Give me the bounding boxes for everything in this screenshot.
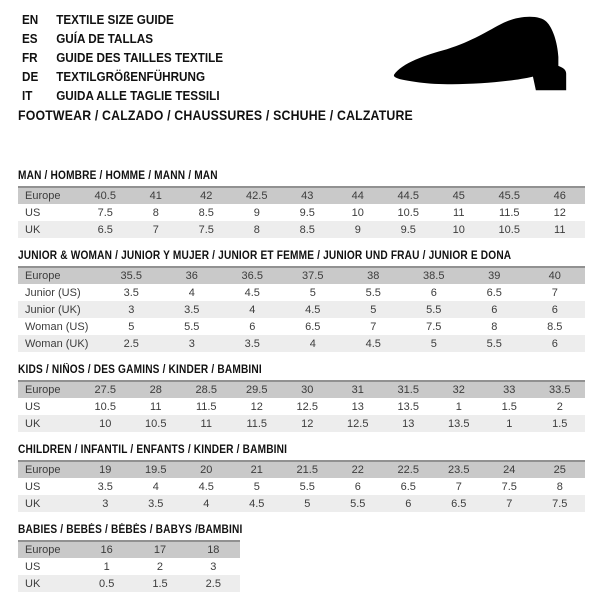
table-cell: 7.5 <box>552 497 568 510</box>
table-cell: 5.5 <box>350 497 366 510</box>
section-children <box>18 442 585 512</box>
size-table-man <box>18 186 585 238</box>
section-title: BABIES / BEBÉS / BÉBÉS / BABYS /BAMBINI <box>18 524 243 536</box>
language-row-de <box>22 67 245 86</box>
table-row <box>18 398 585 415</box>
section-title: KIDS / NIÑOS / DES GAMINS / KINDER / BAMBINI <box>18 364 262 376</box>
size-table-kids <box>18 380 585 432</box>
table-cell: 44.5 <box>397 190 419 202</box>
table-cell: 6.5 <box>451 497 467 510</box>
table-row <box>18 575 240 592</box>
table-cell: 7 <box>551 286 558 299</box>
table-cell: 7 <box>506 497 513 510</box>
table-cell: 38 <box>367 270 380 282</box>
row-label: Europe <box>25 384 61 396</box>
table-cell: 1 <box>455 400 462 413</box>
table-cell: 3.5 <box>97 480 113 493</box>
table-cell: 35.5 <box>120 270 142 282</box>
table-cell: 5.5 <box>365 286 381 299</box>
table-cell: 33.5 <box>549 384 571 396</box>
table-cell: 4.5 <box>305 303 321 316</box>
language-code: ES <box>22 31 38 46</box>
row-label: Junior (UK) <box>25 303 81 316</box>
table-cell: 17 <box>153 544 167 556</box>
table-cell: 8 <box>253 223 260 236</box>
table-cell: 7 <box>370 320 377 333</box>
table-row <box>18 284 585 301</box>
language-text: GUIDE DES TAILLES TEXTILE <box>56 50 224 65</box>
table-cell: 3 <box>210 560 217 573</box>
table-cell: 45.5 <box>498 190 520 202</box>
table-cell: 6 <box>491 303 498 316</box>
table-cell: 11.5 <box>195 400 217 413</box>
table-row <box>18 221 585 238</box>
table-cell: 4 <box>188 286 195 299</box>
section-title: MAN / HOMBRE / HOMME / MANN / MAN <box>18 170 218 182</box>
table-cell: 11 <box>453 206 465 219</box>
table-cell: 2.5 <box>205 577 221 590</box>
table-cell: 7.5 <box>97 206 113 219</box>
table-cell: 6 <box>249 320 256 333</box>
table-cell: 1.5 <box>552 417 568 430</box>
row-label: Europe <box>25 544 61 556</box>
table-cell: 6 <box>405 497 412 510</box>
row-label: US <box>25 560 41 573</box>
table-cell: 18 <box>207 544 220 556</box>
table-cell: 4 <box>152 480 159 493</box>
row-label: UK <box>25 497 41 510</box>
table-cell: 31.5 <box>397 384 419 396</box>
table-cell: 36.5 <box>241 270 263 282</box>
table-cell: 2.5 <box>123 337 139 350</box>
row-label: Europe <box>25 464 61 476</box>
table-cell: 6 <box>354 480 361 493</box>
table-cell: 11.5 <box>246 417 268 430</box>
table-cell: 3.5 <box>148 497 164 510</box>
table-cell: 41 <box>149 190 162 202</box>
table-cell: 4 <box>203 497 210 510</box>
table-row <box>18 460 585 478</box>
table-cell: 1.5 <box>152 577 168 590</box>
table-cell: 4 <box>249 303 256 316</box>
table-cell: 3.5 <box>244 337 260 350</box>
table-cell: 3 <box>102 497 109 510</box>
table-cell: 6.5 <box>305 320 321 333</box>
table-cell: 40 <box>548 270 561 282</box>
language-text: TEXTILE SIZE GUIDE <box>56 12 174 27</box>
table-cell: 24 <box>503 464 516 476</box>
section-man <box>18 168 585 238</box>
table-cell: 5 <box>430 337 437 350</box>
row-label: Woman (UK) <box>25 337 89 350</box>
table-cell: 9 <box>253 206 260 219</box>
language-code: FR <box>22 50 38 65</box>
table-cell: 6 <box>430 286 437 299</box>
table-row <box>18 380 585 398</box>
table-cell: 6.5 <box>400 480 416 493</box>
table-cell: 5 <box>304 497 311 510</box>
row-label: Europe <box>25 270 61 282</box>
row-label: US <box>25 400 41 413</box>
row-label: UK <box>25 417 41 430</box>
table-cell: 31 <box>351 384 364 396</box>
table-cell: 12 <box>301 417 314 430</box>
table-cell: 10 <box>99 417 112 430</box>
table-cell: 7.5 <box>426 320 442 333</box>
table-cell: 8.5 <box>198 206 214 219</box>
table-cell: 5 <box>128 320 135 333</box>
table-cell: 3 <box>188 337 195 350</box>
table-cell: 13 <box>351 400 364 413</box>
table-cell: 7.5 <box>501 480 517 493</box>
table-cell: 4.5 <box>244 286 260 299</box>
language-row-fr <box>22 48 245 67</box>
table-cell: 5.5 <box>486 337 502 350</box>
table-cell: 44 <box>351 190 364 202</box>
table-cell: 4.5 <box>198 480 214 493</box>
table-cell: 43 <box>301 190 314 202</box>
language-row-it <box>22 86 245 105</box>
table-cell: 22.5 <box>397 464 419 476</box>
table-cell: 19.5 <box>145 464 167 476</box>
table-cell: 10.5 <box>145 417 167 430</box>
section-title: JUNIOR & WOMAN / JUNIOR Y MUJER / JUNIOR ET FEMME / JUNIOR UND FRAU / JUNIOR E DONA <box>18 250 512 262</box>
table-cell: 5.5 <box>184 320 200 333</box>
table-row <box>18 335 585 352</box>
table-cell: 9.5 <box>299 206 315 219</box>
category-title: FOOTWEAR / CALZADO / CHAUSSURES / SCHUHE / CALZATURE <box>18 107 413 123</box>
dress-shoe-icon <box>388 14 584 102</box>
table-cell: 12 <box>553 206 566 219</box>
table-cell: 20 <box>200 464 213 476</box>
table-cell: 10 <box>351 206 364 219</box>
table-cell: 0.5 <box>99 577 115 590</box>
table-cell: 8 <box>491 320 498 333</box>
table-cell: 28 <box>149 384 162 396</box>
table-cell: 28.5 <box>195 384 217 396</box>
table-cell: 9 <box>354 223 361 236</box>
section-junior-woman <box>18 248 585 352</box>
table-cell: 6.5 <box>486 286 502 299</box>
table-cell: 4.5 <box>249 497 265 510</box>
table-row <box>18 186 585 204</box>
table-row <box>18 540 240 558</box>
table-cell: 5.5 <box>299 480 315 493</box>
language-code: EN <box>22 12 39 27</box>
table-cell: 11.5 <box>498 206 520 219</box>
table-row <box>18 478 585 495</box>
table-cell: 37.5 <box>302 270 324 282</box>
table-cell: 12.5 <box>296 400 318 413</box>
table-cell: 27.5 <box>94 384 116 396</box>
language-row-en <box>22 10 245 29</box>
table-cell: 25 <box>553 464 566 476</box>
table-cell: 13.5 <box>448 417 470 430</box>
table-cell: 11 <box>554 223 566 236</box>
table-cell: 38.5 <box>423 270 445 282</box>
row-label: Junior (US) <box>25 286 81 299</box>
row-label: US <box>25 480 41 493</box>
size-table-children <box>18 460 585 512</box>
table-cell: 23.5 <box>448 464 470 476</box>
size-table-junior-woman <box>18 266 585 352</box>
table-cell: 3.5 <box>123 286 139 299</box>
table-cell: 7 <box>152 223 159 236</box>
table-cell: 8.5 <box>547 320 563 333</box>
row-label: UK <box>25 223 41 236</box>
table-cell: 6.5 <box>97 223 113 236</box>
table-cell: 30 <box>301 384 314 396</box>
table-cell: 10.5 <box>94 400 116 413</box>
language-text: GUIDA ALLE TAGLIE TESSILI <box>56 88 220 103</box>
table-cell: 1.5 <box>501 400 517 413</box>
language-code: IT <box>22 88 33 103</box>
size-tables <box>18 168 585 592</box>
table-cell: 19 <box>99 464 112 476</box>
table-cell: 36 <box>185 270 198 282</box>
table-cell: 13.5 <box>397 400 419 413</box>
table-cell: 13 <box>402 417 415 430</box>
table-cell: 3.5 <box>184 303 200 316</box>
table-cell: 8 <box>152 206 159 219</box>
table-cell: 12.5 <box>347 417 369 430</box>
section-kids <box>18 362 585 432</box>
table-cell: 1 <box>506 417 513 430</box>
table-cell: 42 <box>200 190 213 202</box>
table-cell: 21.5 <box>296 464 318 476</box>
table-cell: 11 <box>150 400 162 413</box>
table-cell: 32 <box>452 384 465 396</box>
table-cell: 12 <box>250 400 263 413</box>
table-cell: 4.5 <box>365 337 381 350</box>
table-cell: 21 <box>250 464 263 476</box>
language-text: GUÍA DE TALLAS <box>56 31 154 46</box>
table-cell: 33 <box>503 384 516 396</box>
table-cell: 8.5 <box>299 223 315 236</box>
table-cell: 10 <box>452 223 465 236</box>
table-cell: 16 <box>100 544 113 556</box>
table-row <box>18 415 585 432</box>
table-cell: 10.5 <box>498 223 520 236</box>
section-babies <box>18 522 585 592</box>
language-code: DE <box>22 69 39 84</box>
row-label: UK <box>25 577 41 590</box>
row-label: Europe <box>25 190 61 202</box>
table-cell: 45 <box>452 190 465 202</box>
row-label: US <box>25 206 41 219</box>
table-cell: 1 <box>103 560 110 573</box>
table-cell: 5 <box>309 286 316 299</box>
table-cell: 6 <box>551 337 558 350</box>
size-table-babies <box>18 540 240 592</box>
table-cell: 5.5 <box>426 303 442 316</box>
language-row-es <box>22 29 245 48</box>
table-cell: 2 <box>156 560 164 573</box>
table-cell: 40.5 <box>94 190 116 202</box>
table-cell: 11 <box>200 417 212 430</box>
table-cell: 2 <box>556 400 563 413</box>
table-cell: 6 <box>551 303 558 316</box>
table-row <box>18 558 240 575</box>
row-label: Woman (US) <box>25 320 89 333</box>
table-cell: 10.5 <box>397 206 419 219</box>
table-cell: 29.5 <box>246 384 268 396</box>
table-cell: 22 <box>351 464 364 476</box>
table-cell: 8 <box>556 480 563 493</box>
table-cell: 5 <box>370 303 377 316</box>
table-cell: 39 <box>488 270 501 282</box>
table-cell: 42.5 <box>246 190 268 202</box>
table-row <box>18 495 585 512</box>
language-header <box>22 10 245 105</box>
table-row <box>18 204 585 221</box>
table-cell: 3 <box>128 303 135 316</box>
table-cell: 7.5 <box>198 223 214 236</box>
section-title: CHILDREN / INFANTIL / ENFANTS / KINDER / BAMBINI <box>18 444 288 456</box>
table-cell: 46 <box>553 190 566 202</box>
table-row <box>18 301 585 318</box>
table-cell: 4 <box>309 337 316 350</box>
table-row <box>18 318 585 335</box>
table-cell: 9.5 <box>400 223 416 236</box>
language-text: TEXTILGRÖßENFÜHRUNG <box>56 69 206 84</box>
table-cell: 7 <box>455 480 462 493</box>
table-row <box>18 266 585 284</box>
table-cell: 5 <box>253 480 260 493</box>
